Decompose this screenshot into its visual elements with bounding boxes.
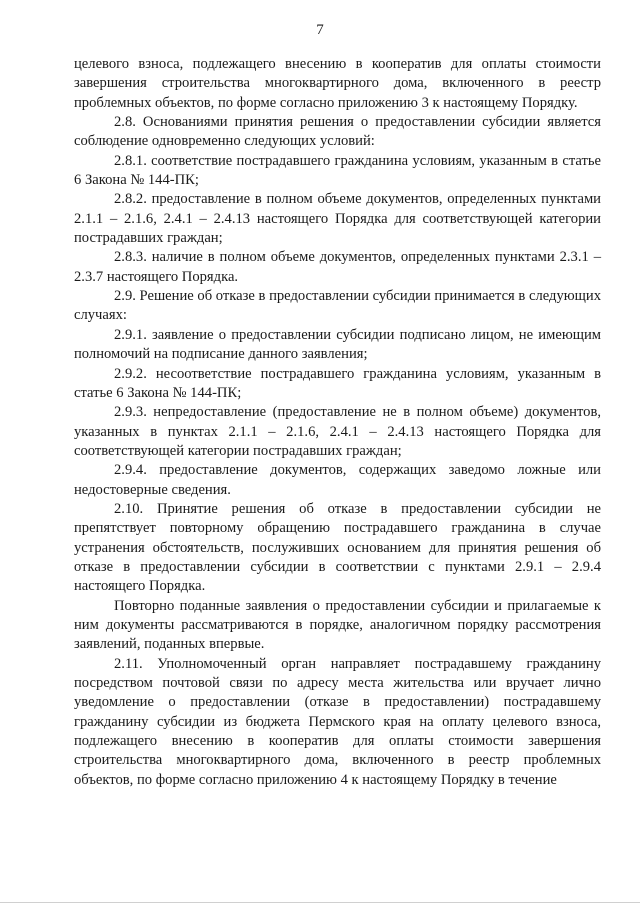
- paragraph-2-9-4: 2.9.4. предоставление документов, содержащих заведомо ложные или недостоверные сведения.: [74, 462, 601, 498]
- paragraph-2-8-2: 2.8.2. предоставление в полном объеме документов, определенных пунктами 2.1.1 – 2.1.6, 2.4.1 – 2.4.13 настоящего Порядка для соответствующей категории пострадавших граждан;: [74, 191, 601, 247]
- page-bottom-edge: [0, 902, 640, 903]
- paragraph-2-8-3: 2.8.3. наличие в полном объеме документов, определенных пунктами 2.3.1 – 2.3.7 настоящего Порядка.: [74, 249, 601, 285]
- paragraph-2-11: 2.11. Уполномоченный орган направляет пострадавшему гражданину посредством почтовой связи по адресу места жительства или вручает лично уведомление о предоставлении (отказе в предоставлении) пострадавшему гражданину субсидии из бюджета Пермского края на оплату целевого взноса, подлежащего внесению в кооператив для оплаты стоимости завершения строительства многоквартирного дома, включенного в реестр проблемных объектов, по форме согласно приложению 4 к настоящему Порядку в течение: [74, 655, 601, 788]
- paragraph-2-9-2: 2.9.2. несоответствие пострадавшего гражданина условиям, указанным в статье 6 Закона № 144-ПК;: [74, 365, 601, 401]
- paragraph-2-10: 2.10. Принятие решения об отказе в предоставлении субсидии не препятствует повторному обращению пострадавшего гражданина в случае устранения обстоятельств, послуживших основанием для принятия решения об отказе в предоставлении субсидии в соответствии с пунктами 2.9.1 – 2.9.4 настоящего Порядка.: [74, 500, 601, 595]
- page-number: 7: [316, 22, 324, 38]
- paragraph-2-9-1: 2.9.1. заявление о предоставлении субсидии подписано лицом, не имеющим полномочий на подписание данного заявления;: [74, 326, 601, 363]
- document-body: [74, 55, 601, 790]
- paragraph-2-9-3: 2.9.3. непредоставление (предоставление не в полном объеме) документов, указанных в пунктах 2.1.1 – 2.1.6, 2.4.1 – 2.4.13 настоящего Порядка для соответствующей категории пострадавших граждан;: [74, 404, 601, 459]
- paragraph-2-8: 2.8. Основаниями принятия решения о предоставлении субсидии является соблюдение одновременно следующих условий:: [74, 114, 601, 150]
- paragraph-resubmission: Повторно поданные заявления о предоставлении субсидии и прилагаемые к ним документы рассматриваются в порядке, аналогичном порядку рассмотрения заявлений, поданных впервые.: [74, 597, 601, 653]
- paragraph-2-8-1: 2.8.1. соответствие пострадавшего гражданина условиям, указанным в статье 6 Закона № 144-ПК;: [74, 152, 601, 189]
- paragraph-2-9: 2.9. Решение об отказе в предоставлении субсидии принимается в следующих случаях:: [74, 288, 601, 324]
- paragraph-continuation: целевого взноса, подлежащего внесению в кооператив для оплаты стоимости завершения строительства многоквартирного дома, включенного в реестр проблемных объектов, по форме согласно приложению 3 к настоящему Порядку.: [74, 56, 601, 111]
